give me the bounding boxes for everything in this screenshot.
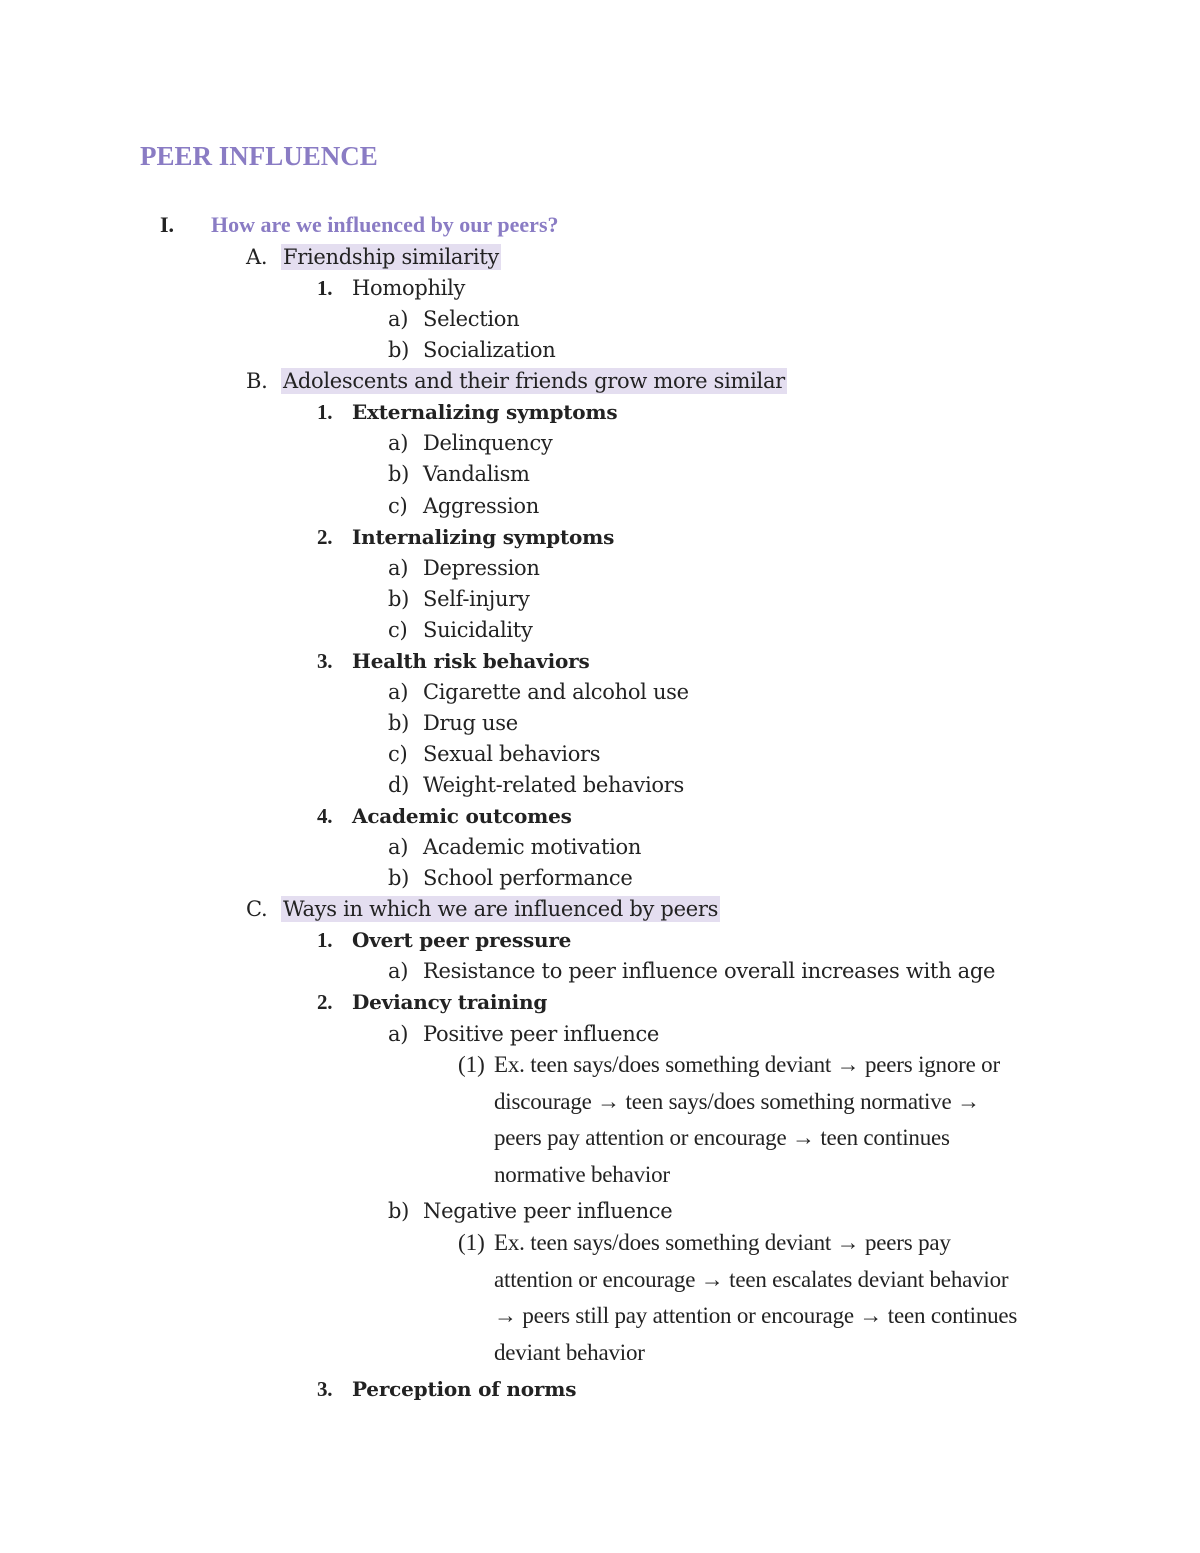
outline-marker: A. xyxy=(246,245,268,269)
outline-marker: I. xyxy=(160,212,175,237)
highlighted-subheading: Ways in which we are influenced by peers xyxy=(283,897,719,921)
outline-sub-label: Suicidality xyxy=(423,618,533,642)
outline-sub-label: Sexual behaviors xyxy=(423,742,601,766)
outline-marker: b) xyxy=(388,462,410,486)
outline-sub-label: Weight-related behaviors xyxy=(423,773,684,797)
outline-marker: d) xyxy=(388,773,410,797)
outline-marker: 3. xyxy=(317,649,333,673)
outline-marker: 3. xyxy=(317,1377,333,1401)
outline-item-label: Deviancy training xyxy=(352,990,548,1014)
outline-sub-label: Aggression xyxy=(423,494,539,518)
outline-sub-label: School performance xyxy=(423,866,633,890)
outline-item-label: Homophily xyxy=(352,276,466,300)
outline-item-label: Overt peer pressure xyxy=(352,928,572,952)
outline-marker: b) xyxy=(388,587,410,611)
example-line: normative behavior xyxy=(494,1161,670,1187)
outline-sub-label: Positive peer influence xyxy=(423,1022,660,1046)
outline-sub-label: Selection xyxy=(423,307,520,331)
example-marker: (1) xyxy=(458,1230,485,1255)
outline-marker: a) xyxy=(388,680,409,704)
outline-marker: a) xyxy=(388,431,409,455)
outline-marker: c) xyxy=(388,618,408,642)
outline-sub-label: Cigarette and alcohol use xyxy=(423,680,689,704)
outline-marker: C. xyxy=(246,897,268,921)
outline-sub-label: Resistance to peer influence overall increases with age xyxy=(423,959,996,983)
outline-marker: 2. xyxy=(317,990,333,1014)
outline-marker: a) xyxy=(388,307,409,331)
outline-marker: b) xyxy=(388,338,410,362)
outline-marker: 1. xyxy=(317,928,333,952)
outline-marker: a) xyxy=(388,959,409,983)
outline-item-label: Internalizing symptoms xyxy=(352,525,615,549)
example-line: → peers still pay attention or encourage → teen continues xyxy=(494,1303,1018,1328)
outline-item-label: Externalizing symptoms xyxy=(352,400,618,424)
example-paragraph xyxy=(494,1047,1000,1193)
outline-marker: 4. xyxy=(317,804,333,828)
example-line: discourage → teen says/does something normative → xyxy=(494,1088,980,1114)
outline-marker: B. xyxy=(246,369,268,393)
outline-sub-label: Vandalism xyxy=(423,462,530,486)
outline-sub-label: Drug use xyxy=(423,711,518,735)
example-paragraph xyxy=(494,1225,1017,1371)
highlighted-subheading: Friendship similarity xyxy=(283,245,499,269)
outline-marker: b) xyxy=(388,711,410,735)
outline-item-label: Academic outcomes xyxy=(352,804,572,828)
example-line: attention or encourage → teen escalates deviant behavior xyxy=(494,1266,1009,1292)
outline-marker: b) xyxy=(388,1199,410,1223)
example-marker: (1) xyxy=(458,1052,485,1077)
outline-sub-label: Socialization xyxy=(423,338,556,362)
highlighted-subheading: Adolescents and their friends grow more similar xyxy=(283,369,785,393)
example-line: Ex. teen says/does something deviant → peers ignore or xyxy=(494,1052,1000,1077)
outline-marker: a) xyxy=(388,556,409,580)
outline-marker: a) xyxy=(388,835,409,859)
outline-item-label: Health risk behaviors xyxy=(352,649,590,673)
outline-marker: a) xyxy=(388,1022,409,1046)
outline-marker: c) xyxy=(388,742,408,766)
outline-marker: c) xyxy=(388,494,408,518)
section-heading: How are we influenced by our peers? xyxy=(211,212,559,237)
outline-marker: b) xyxy=(388,866,410,890)
example-line: peers pay attention or encourage → teen continues xyxy=(494,1125,950,1150)
outline-sub-label: Depression xyxy=(423,556,540,580)
outline-marker: 2. xyxy=(317,525,333,549)
example-line: deviant behavior xyxy=(494,1339,645,1365)
page-title: PEER INFLUENCE xyxy=(140,141,378,171)
outline-sub-label: Negative peer influence xyxy=(423,1199,673,1223)
example-line: Ex. teen says/does something deviant → peers pay xyxy=(494,1230,951,1255)
outline-marker: 1. xyxy=(317,276,333,300)
outline-sub-label: Delinquency xyxy=(423,431,553,455)
outline-item-label: Perception of norms xyxy=(352,1377,577,1401)
outline-sub-label: Self-injury xyxy=(423,587,530,611)
outline-sub-label: Academic motivation xyxy=(423,835,642,859)
outline-marker: 1. xyxy=(317,400,333,424)
